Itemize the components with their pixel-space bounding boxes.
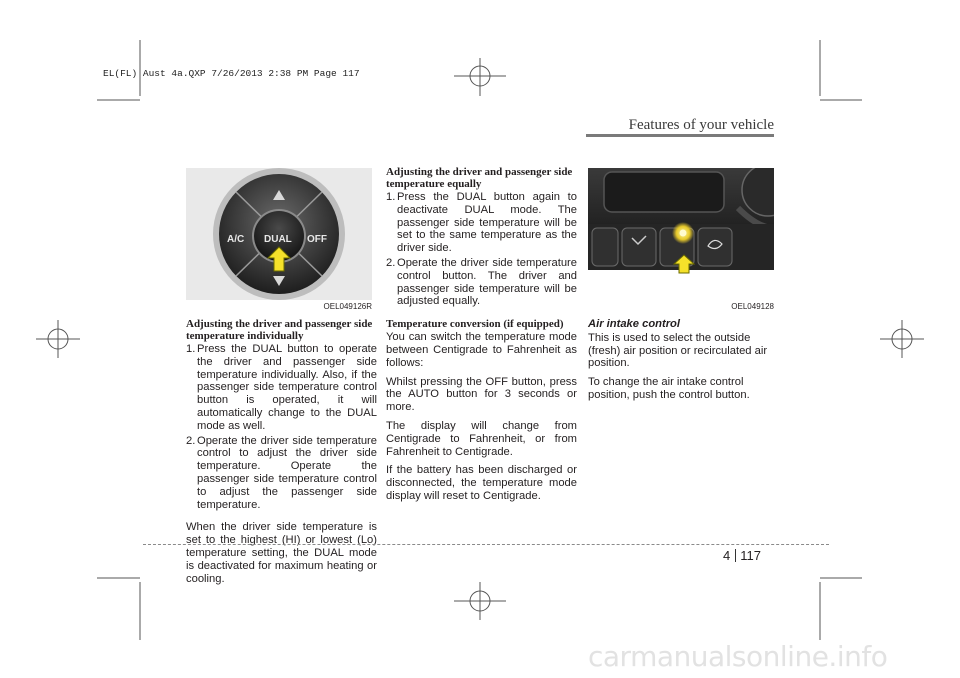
list-item-number: 2.	[386, 256, 396, 269]
list-item-number: 1.	[386, 191, 396, 203]
list-item	[186, 343, 377, 433]
list-item-text: Operate the driver side temperature control to adjust the driver side temperature. Operate the passenger side temperature control to adjust the passenger side temperature.	[197, 434, 377, 511]
body-paragraph: The display will change from Centigrade to Fahrenheit, or from Fahrenheit to Centigrade.	[386, 419, 577, 458]
yellow-arrow-up-icon	[673, 254, 695, 274]
list-item-text: Press the DUAL button to operate the driver and passenger side temperature individually. Also, if the passenger side temperature control button is operated, it will automatically change to the DUAL mode as well.	[197, 343, 377, 432]
column-3	[588, 318, 779, 408]
list-item-number: 1.	[186, 343, 196, 355]
yellow-arrow-up-icon	[267, 246, 291, 272]
body-paragraph: To change the air intake control position, push the control button.	[588, 376, 750, 401]
list-item	[386, 257, 577, 308]
list-item-text: Operate the driver side temperature control button. The driver and passenger side temperature will be adjusted equally.	[397, 256, 577, 308]
figure-dual-control	[186, 168, 372, 313]
body-paragraph: Whilst pressing the OFF button, press the AUTO button for 3 seconds or more.	[386, 375, 577, 414]
footer-rule	[143, 544, 829, 545]
list-item	[386, 191, 577, 255]
step-list	[186, 343, 377, 511]
section-heading: Adjusting the driver and passenger side temperature equally	[386, 166, 573, 190]
page-number-divider	[735, 549, 736, 562]
running-header-title: Features of your vehicle	[628, 117, 774, 133]
page-number-value: 117	[740, 548, 761, 563]
list-item-text: Press the DUAL button again to deactivate DUAL mode. The passenger side temperature will be set to the same temperature as the driver side.	[397, 191, 577, 255]
header-rule	[586, 134, 774, 137]
figure-code-left: OEL049126R	[323, 302, 372, 311]
list-item	[186, 435, 377, 512]
page-number	[723, 548, 761, 563]
step-list	[386, 191, 577, 308]
section-heading: Air intake control	[588, 318, 681, 330]
watermark: carmanualsonline.info	[588, 640, 888, 673]
dual-button-label: DUAL	[264, 234, 292, 245]
print-slug: EL(FL) Aust 4a.QXP 7/26/2013 2:38 PM Page 117	[103, 68, 360, 79]
section-heading: Temperature conversion (if equipped)	[386, 318, 564, 331]
column-1	[186, 318, 377, 591]
section-heading: Adjusting the driver and passenger side temperature individually	[186, 318, 373, 342]
body-paragraph: You can switch the temperature mode between Centigrade to Fahrenheit as follows:	[386, 331, 577, 369]
body-paragraph: This is used to select the outside (fresh) air position or recirculated air position.	[588, 331, 768, 370]
figure-code-right: OEL049128	[731, 302, 774, 311]
body-paragraph: If the battery has been discharged or disconnected, the temperature mode display will reset to Centigrade.	[386, 464, 577, 502]
column-2	[386, 166, 577, 509]
off-button-label: OFF	[307, 234, 327, 245]
chapter-number: 4	[723, 548, 731, 563]
ac-button-label: A/C	[227, 234, 245, 245]
body-paragraph: When the driver side temperature is set to the highest (HI) or lowest (Lo) temperature setting, the DUAL mode is deactivated for maximum heating or cooling.	[186, 521, 377, 585]
list-item-number: 2.	[186, 434, 196, 447]
figure-air-intake	[588, 168, 774, 313]
